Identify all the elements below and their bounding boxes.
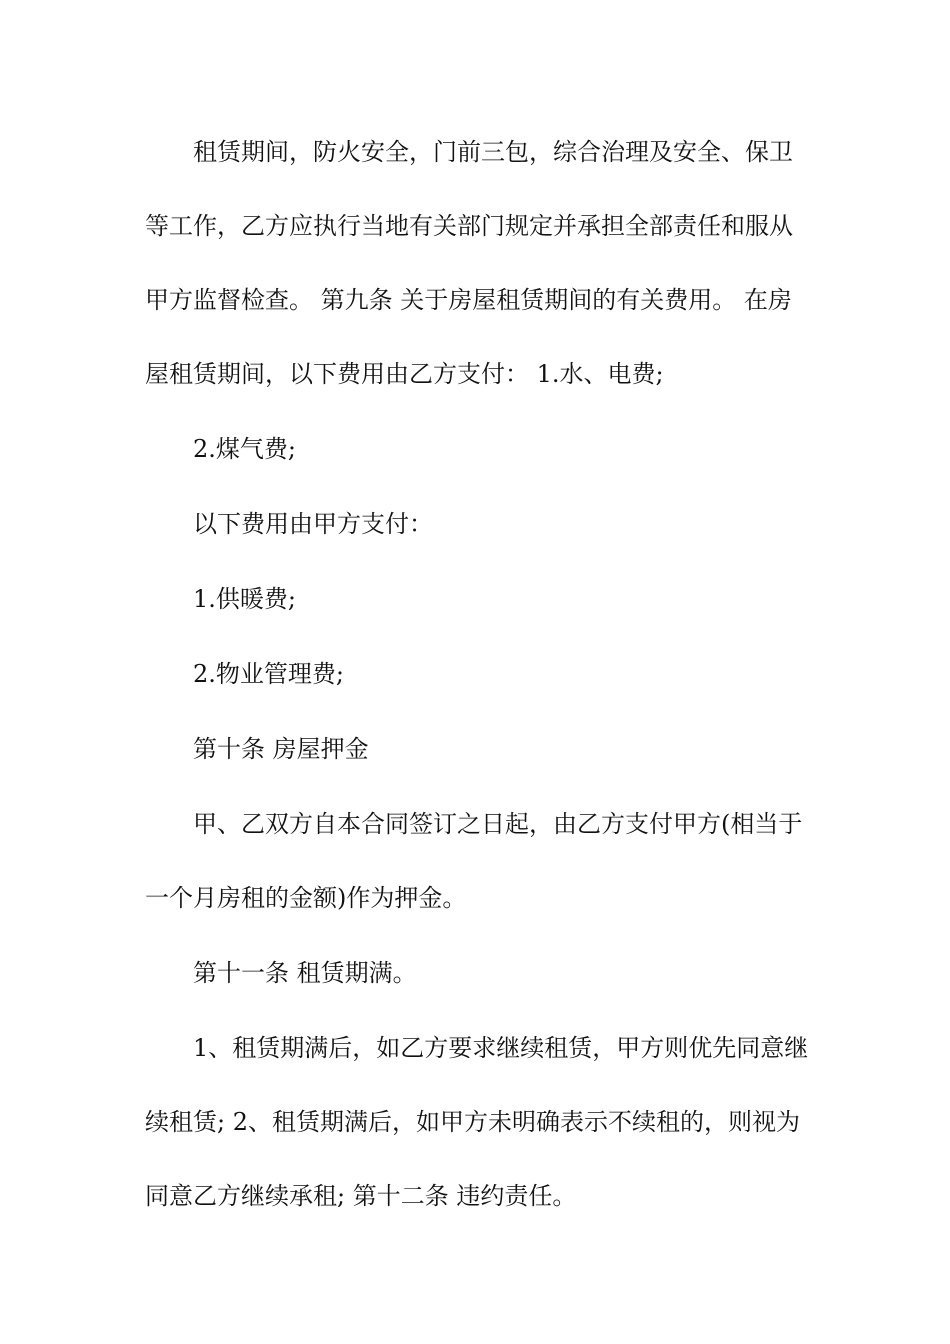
paragraph-line: 一个月房租的金额)作为押金。: [145, 884, 467, 912]
paragraph-line: 1.供暖费;: [193, 585, 296, 613]
section-heading: 第十条 房屋押金: [193, 735, 369, 763]
paragraph-line: 1、租赁期满后，如乙方要求继续租赁，甲方则优先同意继: [193, 1034, 809, 1062]
paragraph-line: 2.煤气费;: [193, 435, 296, 463]
paragraph-line: 同意乙方继续承租; 第十二条 违约责任。: [145, 1182, 577, 1210]
paragraph-line: 甲、乙双方自本合同签订之日起，由乙方支付甲方(相当于: [193, 810, 803, 838]
paragraph-line: 续租赁; 2、租赁期满后，如甲方未明确表示不续租的，则视为: [145, 1108, 800, 1136]
paragraph-line: 甲方监督检查。 第九条 关于房屋租赁期间的有关费用。 在房: [145, 286, 792, 314]
paragraph-line: 2.物业管理费;: [193, 660, 344, 688]
section-heading: 第十一条 租赁期满。: [193, 959, 417, 987]
paragraph-line: 以下费用由甲方支付：: [193, 510, 433, 538]
paragraph-line: 等工作，乙方应执行当地有关部门规定并承担全部责任和服从: [145, 212, 793, 240]
paragraph-line: 屋租赁期间，以下费用由乙方支付： 1.水、电费;: [145, 360, 664, 388]
paragraph-line: 租赁期间，防火安全，门前三包，综合治理及安全、保卫: [193, 138, 793, 166]
